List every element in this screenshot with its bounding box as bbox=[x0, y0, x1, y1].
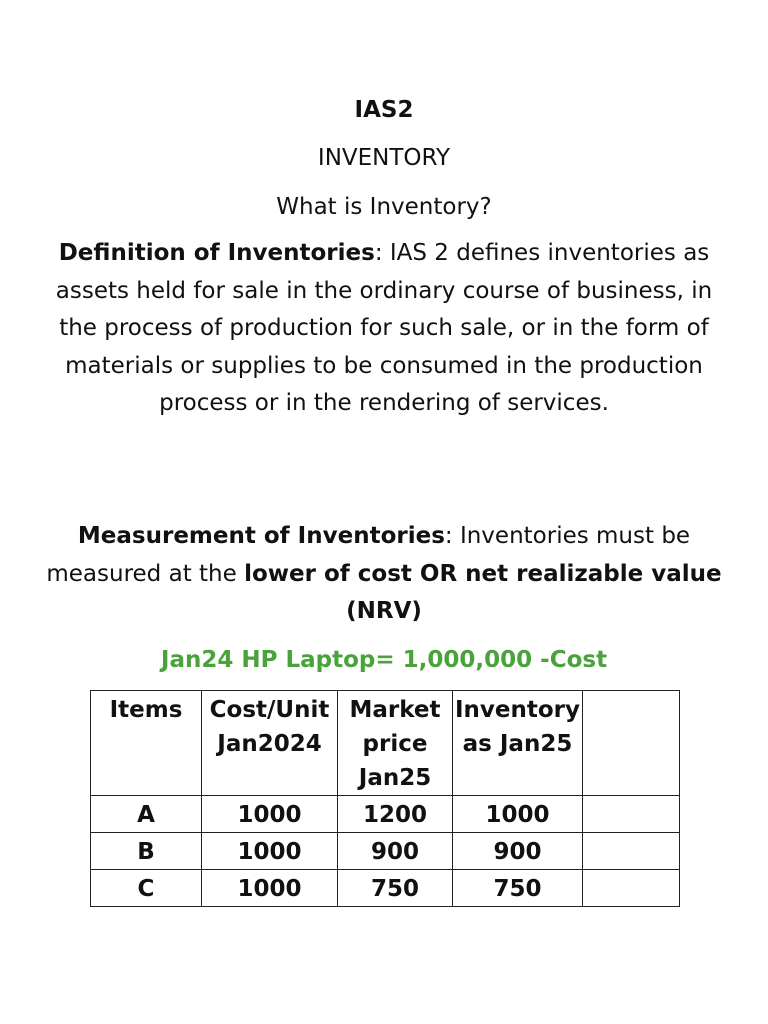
cell-cost: 1000 bbox=[202, 833, 338, 870]
header-items: Items bbox=[91, 691, 202, 796]
measurement-text: : Inventories must be measured at the bbox=[46, 523, 691, 587]
header-cost-unit: Cost/Unit Jan2024 bbox=[202, 691, 338, 796]
header-market-price: Market price Jan25 bbox=[338, 691, 453, 796]
definition-text: : IAS 2 defines inventories as assets held for sale in the ordinary course of business, in the process of production for such sale, or in the form of materials or supplies to be consumed in the production process or in the rendering of services. bbox=[55, 240, 713, 417]
header-inventory: Inventory as Jan25 bbox=[453, 691, 583, 796]
cell-inventory: 750 bbox=[453, 870, 583, 907]
measurement-emphasis: lower of cost OR net realizable value (NRV) bbox=[244, 560, 722, 625]
table-row bbox=[91, 833, 680, 870]
cell-market: 900 bbox=[338, 833, 453, 870]
cell-item: B bbox=[91, 833, 202, 870]
definition-paragraph bbox=[40, 235, 728, 423]
header-empty bbox=[583, 691, 680, 796]
cell-cost: 1000 bbox=[202, 870, 338, 907]
cell-inventory: 1000 bbox=[453, 796, 583, 833]
inventory-table bbox=[90, 690, 680, 907]
cell-cost: 1000 bbox=[202, 796, 338, 833]
cell-empty bbox=[583, 870, 680, 907]
definition-term: Definition of Inventories bbox=[58, 240, 375, 266]
document-title: IAS2 bbox=[354, 97, 414, 123]
cell-empty bbox=[583, 833, 680, 870]
cell-item: A bbox=[91, 796, 202, 833]
document-question: What is Inventory? bbox=[276, 194, 492, 220]
table-row bbox=[91, 796, 680, 833]
cell-inventory: 900 bbox=[453, 833, 583, 870]
document-subtitle: INVENTORY bbox=[317, 145, 451, 171]
measurement-paragraph bbox=[40, 518, 728, 631]
table-row bbox=[91, 870, 680, 907]
table-header-row bbox=[91, 691, 680, 796]
cell-empty bbox=[583, 796, 680, 833]
cell-market: 750 bbox=[338, 870, 453, 907]
example-line: Jan24 HP Laptop= 1,000,000 -Cost bbox=[160, 647, 608, 673]
cell-market: 1200 bbox=[338, 796, 453, 833]
cell-item: C bbox=[91, 870, 202, 907]
measurement-term: Measurement of Inventories bbox=[77, 523, 445, 549]
